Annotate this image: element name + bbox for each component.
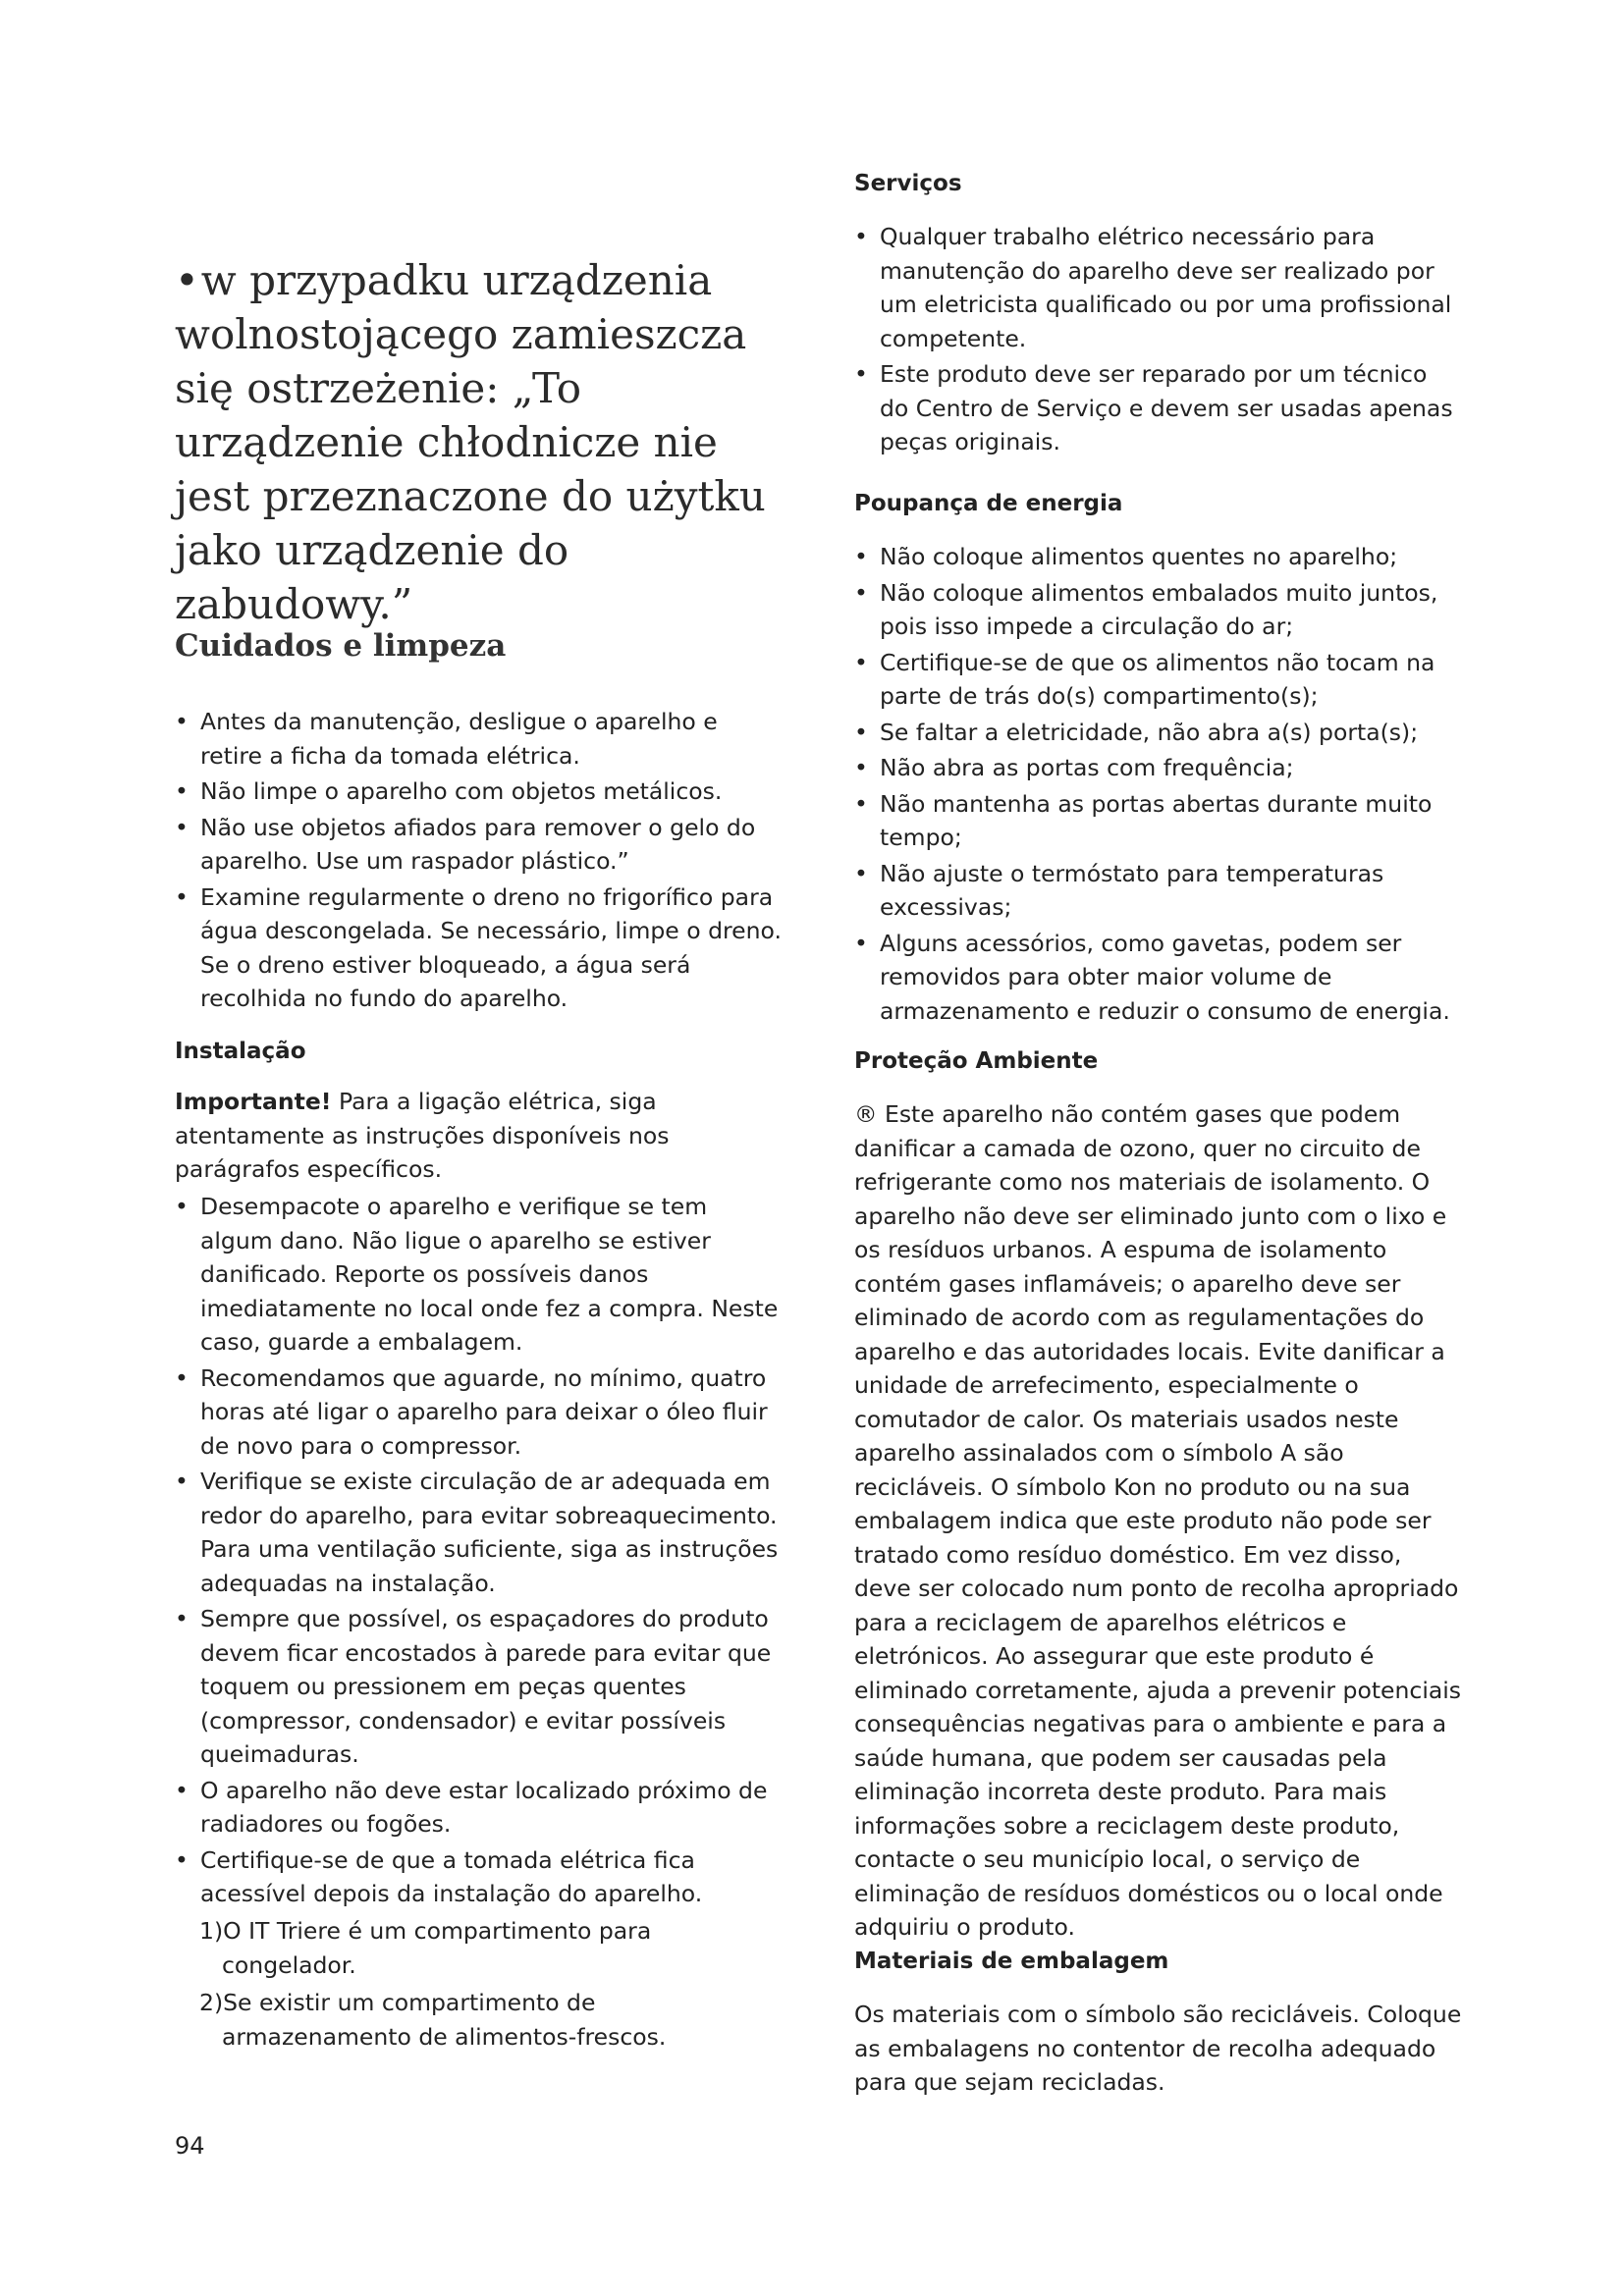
page-number: 94 [175, 2132, 205, 2160]
energy-item: • Não mantenha as portas abertas durante muito tempo; [854, 787, 1463, 855]
energy-item: • Se faltar a eletricidade, não abra a(s) porta(s); [854, 716, 1463, 750]
installation-sub-item: 1)O IT Triere é um compartimento para congelador. [199, 1917, 652, 1979]
environment-text: ® Este aparelho não contém gases que podem danificar a camada de ozono, quer no circuito de refrigerante como nos materiais de isolamento. O aparelho não deve ser eliminado junto com o lixo e os resíduos urbanos. A espuma de isolamento contém gases inflamáveis; o aparelho deve ser eliminado de acordo com as regulamentações do aparelho e das autoridades locais. Evite danificar a unidade de arrefecimento, especialmente o comutador de calor. Os materiais usados neste aparelho assinalados com o símbolo A são recicláveis. O símbolo Kon no produto ou na sua embalagem indica que este produto não pode ser tratado como resíduo doméstico. Em vez disso, deve ser colocado num ponto de recolha apropriado para a reciclagem de aparelhos elétricos e eletrónicos. Ao assegurar que este produto é eliminado corretamente, ajuda a prevenir potenciais consequências negativas para o ambiente e para a saúde humana, que podem ser causadas pela eliminação incorreta deste produto. Para mais informações sobre a reciclagem deste produto, contacte o seu município local, o serviço de eliminação de resíduos domésticos ou o local onde adquiriu o produto. [854, 1100, 1462, 1941]
installation-item: • O aparelho não deve estar localizado próximo de radiadores ou fogões. [175, 1774, 785, 1842]
packaging-text: Os materiais com o símbolo são recicláveis. Coloque as embalagens no contentor de recolha adequado para que sejam recicladas. [854, 2001, 1462, 2096]
installation-list [175, 1190, 785, 1913]
energy-item: • Certifique-se de que os alimentos não tocam na parte de trás do(s) compartimento(s); [854, 646, 1463, 714]
installation-item: • Verifique se existe circulação de ar adequada em redor do aparelho, para evitar sobreaquecimento. Para uma ventilação suficiente, siga as instruções adequadas na instalação. [175, 1465, 785, 1600]
services-title: Serviços [854, 171, 962, 196]
installation-item: • Desempacote o aparelho e verifique se tem algum dano. Não ligue o aparelho se estiver danificado. Reporte os possíveis danos imediatamente no local onde fez a compra. Neste caso, guarde a embalagem. [175, 1190, 785, 1360]
important-text: Para a ligação elétrica, siga atentamente as instruções disponíveis nos parágrafos específicos. [175, 1088, 670, 1183]
energy-item: • Não ajuste o termóstato para temperaturas excessivas; [854, 857, 1463, 925]
energy-item: • Alguns acessórios, como gavetas, podem ser removidos para obter maior volume de armazenamento e reduzir o consumo de energia. [854, 927, 1463, 1029]
packaging-title: Materiais de embalagem [854, 1949, 1169, 1974]
services-list [854, 220, 1463, 461]
installation-sub-item: 2)Se existir um compartimento de armazenamento de alimentos-frescos. [199, 1989, 667, 2051]
energy-item: • Não coloque alimentos embalados muito juntos, pois isso impede a circulação do ar; [854, 576, 1463, 644]
environment-title: Proteção Ambiente [854, 1048, 1099, 1074]
polish-warning-text: w przypadku urządzenia wolnostojącego zamieszcza się ostrzeżenie: „To urządzenie chłodnicze nie jest przeznaczone do użytku jako urządzenie do zabudowy.” [175, 256, 766, 628]
care-item: • Antes da manutenção, desligue o aparelho e retire a ficha da tomada elétrica. [175, 705, 785, 773]
installation-item: • Sempre que possível, os espaçadores do produto devem ficar encostados à parede para evitar que toquem ou pressionem em peças quentes (compressor, condensador) e evitar possíveis queimaduras. [175, 1602, 785, 1772]
bullet: • [175, 256, 199, 304]
energy-list [854, 540, 1463, 1030]
services-item: • Este produto deve ser reparado por um técnico do Centro de Serviço e devem ser usadas apenas peças originais. [854, 357, 1463, 459]
care-item: • Não limpe o aparelho com objetos metálicos. [175, 774, 785, 809]
installation-title: Instalação [175, 1039, 306, 1064]
important-label: Importante! [175, 1088, 332, 1115]
installation-sub-list [175, 1914, 785, 2057]
installation-item: • Recomendamos que aguarde, no mínimo, quatro horas até ligar o aparelho para deixar o óleo fluir de novo para o compressor. [175, 1362, 785, 1464]
installation-important-note [175, 1085, 785, 1187]
installation-item: • Certifique-se de que a tomada elétrica fica acessível depois da instalação do aparelho. [175, 1843, 785, 1911]
energy-item: • Não abra as portas com frequência; [854, 751, 1463, 785]
care-section-title: Cuidados e limpeza [175, 628, 507, 664]
services-item: • Qualquer trabalho elétrico necessário para manutenção do aparelho deve ser realizado por um eletricista qualificado ou por uma profissional competente. [854, 220, 1463, 355]
care-list [175, 705, 785, 1018]
energy-item: • Não coloque alimentos quentes no aparelho; [854, 540, 1463, 574]
care-item: • Não use objetos afiados para remover o gelo do aparelho. Use um raspador plástico.” [175, 811, 785, 879]
care-item: • Examine regularmente o dreno no frigorífico para água descongelada. Se necessário, limpe o dreno. Se o dreno estiver bloqueado, a água será recolhida no fundo do aparelho. [175, 881, 785, 1016]
polish-warning-note [175, 253, 785, 631]
energy-title: Poupança de energia [854, 491, 1123, 516]
